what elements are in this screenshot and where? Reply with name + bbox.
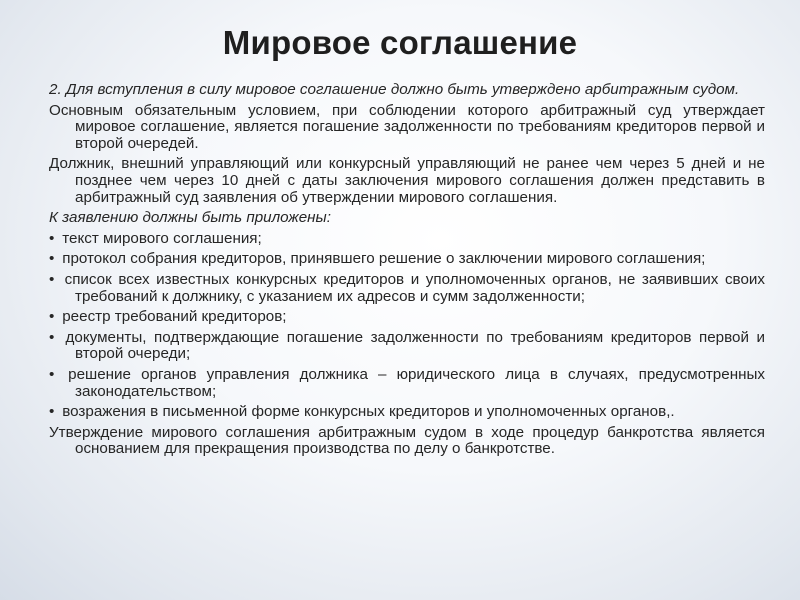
list-item — [49, 272, 765, 305]
bullet-icon: • — [49, 365, 55, 383]
list-item-text: документы, подтверждающие погашение задолженности по требованиям кредиторов первой и второй очереди; — [65, 328, 765, 363]
list-item-text: возражения в письменной форме конкурсных кредиторов и уполномоченных органов,. — [62, 403, 675, 421]
bullet-icon: • — [49, 308, 55, 326]
list-item — [49, 330, 765, 363]
list-item — [49, 367, 765, 400]
paragraph-attachments-heading: К заявлению должны быть приложены: — [49, 209, 331, 227]
list-item-text: реестр требований кредиторов; — [62, 308, 287, 326]
paragraph-submission-deadline: Должник, внешний управляющий или конкурсный управляющий не ранее чем через 5 дней и не позднее чем через 10 дней с даты заключения мирового соглашения должен представить в арбитражный суд заявления об утверждении мирового соглашения. — [49, 155, 765, 206]
list-item — [49, 404, 765, 421]
slide-body — [49, 82, 765, 462]
paragraph-approval-requirement: 2. Для вступления в силу мировое соглашение должно быть утверждено арбитражным судом. — [49, 81, 740, 98]
bullet-icon: • — [49, 250, 55, 268]
list-item — [49, 251, 765, 268]
bullet-icon: • — [49, 328, 55, 346]
bullet-icon: • — [49, 403, 55, 421]
list-item-text: протокол собрания кредиторов, принявшего решение о заключении мирового соглашения; — [62, 250, 706, 268]
list-item-text: решение органов управления должника – юридического лица в случаях, предусмотренных законодательством; — [68, 365, 765, 400]
slide-title: Мировое соглашение — [222, 24, 578, 61]
paragraph-main-condition: Основным обязательным условием, при соблюдении которого арбитражный суд утверждает мировое соглашение, является погашение задолженности по требованиям кредиторов первой и второй очередей. — [49, 101, 765, 152]
bullet-icon: • — [49, 270, 55, 288]
list-item-text: текст мирового соглашения; — [62, 229, 262, 247]
paragraph-closing: Утверждение мирового соглашения арбитражным судом в ходе процедур банкротства является основанием для прекращения производства по делу о банкротстве. — [49, 423, 765, 458]
list-item — [49, 231, 765, 248]
list-item — [49, 309, 765, 326]
list-item-text: список всех известных конкурсных кредиторов и уполномоченных органов, не заявивших своих требований к должнику, с указанием их адресов и сумм задолженности; — [64, 270, 765, 305]
bullet-icon: • — [49, 229, 55, 247]
